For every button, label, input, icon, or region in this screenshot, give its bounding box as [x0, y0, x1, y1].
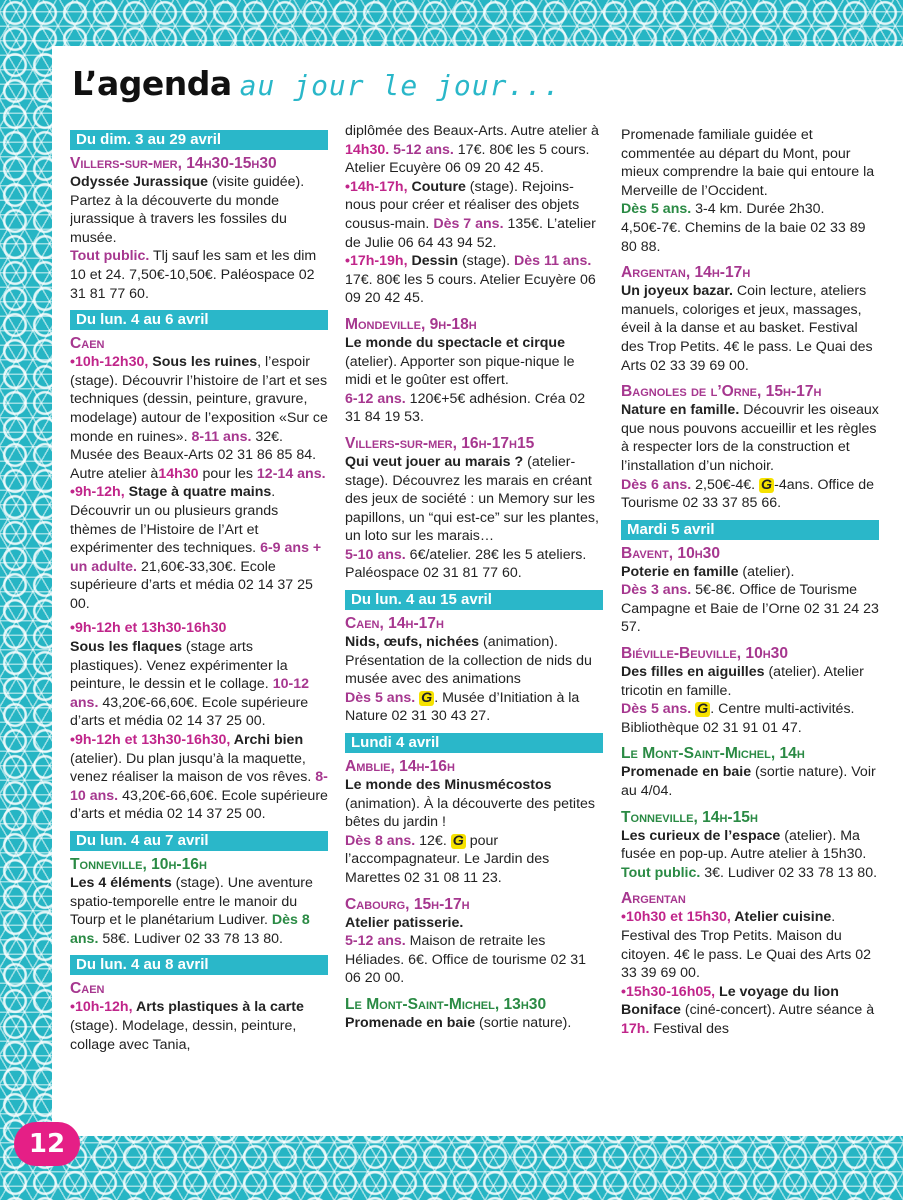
event-age: 6-9 ans + un adulte.: [70, 540, 322, 575]
event-title: Le voyage du lion Boniface: [621, 983, 839, 1019]
event-desc: (animation). À la découverte des petites bêtes du jardin !: [345, 795, 595, 831]
event-entry: [345, 757, 603, 888]
event-location: Tonneville, 10h-16h: [70, 856, 207, 873]
event-text: [345, 776, 603, 888]
event-time: •9h-12h,: [70, 484, 125, 501]
event-time: •9h-12h et 13h30-16h30: [70, 620, 227, 637]
event-title: Promenade en baie: [345, 1014, 476, 1031]
event-age: 5-10 ans.: [345, 546, 406, 563]
event-text: [345, 334, 603, 427]
event-title: Odyssée Jurassique: [70, 174, 209, 190]
event-info: pour les: [198, 465, 257, 482]
event-title: Arts plastiques à la carte: [132, 999, 304, 1016]
event-info: Maison de retraite les Héliades. 6€. Office de tourisme 02 31 06 20 00.: [345, 933, 587, 987]
event-desc: (sortie nature). Voir au 4/04.: [621, 764, 876, 800]
event-text: [70, 353, 328, 483]
event-age: Dès 6 ans.: [621, 476, 692, 493]
event-time: •10h-12h30,: [70, 354, 149, 371]
event-age: Tout public.: [621, 864, 701, 881]
event-info: 3€. Ludiver 02 33 78 13 80.: [700, 864, 878, 881]
event-entry: [345, 895, 603, 988]
event-age: 8-11 ans.: [187, 428, 252, 445]
event-info: 135€. L’atelier de Julie 06 64 43 94 52.: [345, 215, 596, 251]
event-age: Dès 3 ans.: [621, 582, 692, 599]
event-title: Des filles en aiguilles: [621, 664, 765, 681]
date-header: Du dim. 3 au 29 avril: [70, 130, 328, 150]
event-location: Caen, 14h-17h: [345, 615, 444, 633]
event-desc: (atelier). Du plan jusqu’à la maquette, venez réaliser la maison de vos rêves.: [70, 750, 312, 786]
event-text: [621, 126, 879, 256]
event-audience: Tout public.: [70, 248, 150, 265]
event-info: pour l’accompagnateur. Le Jardin des Marettes 02 31 08 11 23.: [345, 832, 550, 886]
event-info: 12€.: [415, 832, 451, 849]
event-desc: . Festival des Trop Petits. Maison du citoyen. 4€ le pass. Le Quai des Arts 02 33 39 69 00.: [621, 909, 872, 982]
event-location: Caen: [70, 980, 105, 998]
event-title: Dessin: [407, 253, 458, 270]
event-info: 32€. Musée des Beaux-Arts 02 31 86 85 84. Autre atelier à: [70, 428, 317, 482]
event-title: Les curieux de l’espace: [621, 827, 781, 844]
event-text: [70, 998, 328, 1054]
event-desc: (stage). Rejoins-nous pour créer et réaliser des objets cousus-main.: [345, 178, 580, 232]
event-desc: Découvrir les oiseaux que nous pouvons accueillir et les règles à respecter lors de la construction et l’installation d’un nichoir.: [621, 402, 879, 474]
event-title: Sous les ruines: [148, 354, 258, 371]
event-desc: diplômée des Beaux-Arts. Autre atelier à: [345, 123, 599, 139]
event-location: Caen: [70, 335, 105, 353]
event-entry: [621, 744, 879, 800]
event-title: Sous les flaques: [70, 639, 182, 656]
event-info: 17€. 80€ les 5 cours. Atelier Ecuyère 06 09 20 42 45.: [345, 271, 596, 307]
event-time: 14h30: [158, 465, 199, 482]
event-location: Tonneville, 14h-15h: [621, 808, 758, 826]
event-time: •15h30-16h05,: [621, 983, 716, 1000]
event-location: Villers-sur-mer, 16h-17h15: [345, 434, 535, 452]
event-age: 5-12 ans.: [389, 141, 454, 158]
date-header: Lundi 4 avril: [345, 733, 603, 753]
event-time: •17h-19h,: [345, 253, 408, 270]
event-location: Cabourg, 15h-17h: [345, 895, 470, 913]
event-desc: , l’espoir (stage). Découvrir l’histoire de l’art et ses techniques (dessin, peinture, gravure, modelage) autour de l’exposition «Sur ce monde en ruines».: [70, 354, 328, 445]
event-text: [70, 619, 328, 731]
event-entry: [621, 544, 879, 637]
event-desc: (animation). Présentation de la collection de nids du musée avec des animations: [345, 634, 592, 688]
event-age: Dès 8 ans.: [70, 912, 310, 947]
event-desc: Promenade familiale guidée et commentée au départ du Mont, pour mieux comprendre la baie qui entoure la Merveille de l’Occident.: [621, 127, 875, 199]
date-header: Du lun. 4 au 8 avril: [70, 955, 328, 975]
page-number-badge: 12: [14, 1122, 80, 1166]
event-text: [345, 914, 603, 988]
event-entry: [621, 263, 879, 375]
event-text: [70, 731, 328, 824]
event-location: Bavent, 10h30: [621, 544, 721, 562]
event-desc: (sortie nature).: [475, 1014, 572, 1031]
event-text: [345, 633, 603, 726]
event-info: 58€. Ludiver 02 33 78 13 80.: [98, 930, 283, 947]
event-time: •9h-12h et 13h30-16h30,: [70, 732, 231, 749]
event-entry: [621, 382, 879, 513]
event-info: 21,60€-33,30€. Ecole supérieure d’arts et média 02 14 37 25 00.: [70, 558, 313, 612]
event-desc: (stage). Une aventure spatio-temporelle entre le manoir du Tourp et le planétarium Ludiver.: [70, 875, 313, 929]
event-time: 17h.: [621, 1020, 650, 1037]
event-entry: [345, 995, 603, 1033]
event-title: Stage à quatre mains: [124, 484, 272, 501]
event-title: Atelier patisserie.: [345, 914, 464, 931]
title-subtitle: au jour le jour...: [239, 69, 562, 102]
event-desc: (atelier). Apporter son pique-nique le midi et le goûter est offert.: [345, 353, 575, 389]
event-title: Nids, œufs, nichées: [345, 634, 480, 651]
event-title: Le monde du spectacle et cirque: [345, 334, 565, 351]
event-info: 3-4 km. Durée 2h30. 4,50€-7€. Chemins de la baie 02 33 89 80 88.: [621, 201, 866, 255]
event-info: -4ans. Office de Tourisme 02 33 37 85 66.: [621, 476, 874, 512]
event-info: 17€. 80€ les 5 cours. Atelier Ecuyère 06 09 20 42 45.: [345, 141, 590, 177]
event-text: [621, 763, 879, 800]
column-2: [345, 122, 603, 1132]
event-entry: [345, 434, 603, 583]
event-age: Dès 8 ans.: [345, 832, 416, 849]
event-age: 6-12 ans.: [345, 390, 406, 407]
event-location: Amblie, 14h-16h: [345, 758, 455, 776]
event-title: Nature en famille.: [621, 402, 740, 419]
event-age: Dès 5 ans.: [345, 689, 416, 706]
event-text: [621, 663, 879, 737]
event-title: Poterie en famille: [621, 563, 739, 580]
event-info: 2,50€-4€.: [691, 476, 760, 493]
event-location: Argentan, 14h-17h: [621, 264, 751, 282]
event-desc: (stage).: [458, 253, 511, 270]
event-text: [621, 563, 879, 637]
event-age: 10-12 ans.: [70, 676, 309, 711]
event-age: Dès 7 ans.: [429, 215, 504, 232]
page-title: [72, 64, 561, 103]
event-text: [621, 908, 879, 982]
free-badge: G: [452, 832, 464, 849]
event-text: [345, 178, 603, 252]
event-time: 14h30.: [345, 141, 390, 158]
event-entry: [70, 334, 328, 824]
event-info: 120€+5€ adhésion. Créa 02 31 84 19 53.: [345, 390, 586, 426]
event-entry: [621, 808, 879, 883]
event-location: Villers-sur-mer, 14h30-15h30: [70, 155, 277, 172]
event-desc: (stage). Modelage, dessin, peinture, collage avec Tania,: [70, 1017, 297, 1053]
event-age: 5-12 ans.: [345, 933, 406, 950]
date-header: Mardi 5 avril: [621, 520, 879, 540]
event-text: [70, 173, 328, 303]
event-desc: (atelier-stage). Découvrez les marais en créant des jeux de société : un Memory sur les papillons, un “qui est-ce” sur les plantes, un loto sur les marais…: [345, 453, 599, 545]
event-desc: Coin lecture, ateliers manuels, coloriges et jeux, massages, éveil à la danse et au basket. Festival des Trop Petits. 4€ le pass. Le Quai des Arts 02 33 39 69 00.: [621, 283, 873, 374]
event-desc: (atelier).: [738, 563, 795, 580]
event-entry: [345, 315, 603, 427]
event-location: Biéville-Beuville, 10h30: [621, 645, 789, 663]
event-info: . Musée d’Initiation à la Nature 02 31 30 43 27.: [345, 689, 580, 725]
event-location: Bagnoles de l’Orne, 15h-17h: [621, 383, 822, 401]
event-entry: [345, 614, 603, 726]
event-desc: (ciné-concert). Autre séance à: [680, 1002, 875, 1019]
free-badge: G: [697, 701, 709, 718]
agenda-page: [52, 46, 903, 1136]
date-header: Du lun. 4 au 6 avril: [70, 310, 328, 330]
event-age: Dès 11 ans.: [510, 253, 592, 270]
column-3: [621, 126, 879, 1136]
event-text: [70, 483, 328, 613]
event-entry: [70, 154, 328, 303]
event-text: [621, 827, 879, 883]
event-location: Mondeville, 9h-18h: [345, 315, 477, 333]
free-badge: G: [761, 476, 773, 493]
event-location: Argentan: [621, 890, 686, 908]
event-info: Tlj sauf les sam et les dim 10 et 24. 7,50€-10,50€. Paléospace 02 31 81 77 60.: [70, 248, 317, 302]
date-header: Du lun. 4 au 15 avril: [345, 590, 603, 610]
event-info: 43,20€-66,60€. Ecole supérieure d’arts et média 02 14 37 25 00.: [70, 787, 328, 823]
event-text: [345, 252, 603, 308]
event-title: Le monde des Minusmécostos: [345, 777, 552, 794]
event-desc: (visite guidée). Partez à la découverte du monde jurassique à travers les fossiles du musée.: [70, 174, 305, 246]
event-entry: [621, 126, 879, 256]
event-desc: (atelier). Atelier tricotin en famille.: [621, 664, 864, 699]
event-location: Le Mont-Saint-Michel, 14h: [621, 745, 805, 763]
event-title: Promenade en baie: [621, 764, 752, 781]
event-info: 6€/atelier. 28€ les 5 ateliers. Paléospace 02 31 81 77 60.: [345, 546, 587, 582]
event-title: Les 4 éléments: [70, 875, 172, 891]
column-1: [70, 126, 328, 1136]
title-main: L’agenda: [72, 64, 232, 103]
event-text: [345, 122, 603, 178]
event-text: [345, 453, 603, 583]
event-title: Qui veut jouer au marais ?: [345, 453, 524, 470]
event-info: Festival des: [649, 1020, 730, 1037]
event-desc: (stage arts plastiques). Venez expérimenter la peinture, le dessin et le collage.: [70, 639, 288, 693]
event-entry: [345, 122, 603, 308]
event-time: •14h-17h,: [345, 178, 408, 195]
free-badge: G: [421, 689, 433, 706]
event-time: •10h30 et 15h30,: [621, 909, 731, 926]
event-text: [621, 282, 879, 375]
event-text: [345, 1014, 603, 1033]
event-age: 12-14 ans.: [256, 465, 326, 482]
event-info: 43,20€-66,60€. Ecole supérieure d’arts et média 02 14 37 25 00.: [70, 694, 309, 730]
event-title: Atelier cuisine: [730, 909, 832, 926]
event-title: Archi bien: [230, 732, 304, 749]
event-text: [621, 401, 879, 513]
event-entry: [621, 644, 879, 737]
event-title: Un joyeux bazar.: [621, 283, 733, 300]
date-header: Du lun. 4 au 7 avril: [70, 831, 328, 851]
event-entry: [70, 979, 328, 1054]
event-desc: . Découvrir un ou plusieurs grands thèmes de l’Histoire de l’Art et expérimenter des techniques.: [70, 484, 279, 557]
event-age: 8-10 ans.: [70, 769, 328, 804]
event-text: [70, 874, 328, 948]
event-info: . Centre multi-activités. Bibliothèque 02 31 91 01 47.: [621, 701, 855, 736]
event-entry: [70, 855, 328, 948]
event-desc: (atelier). Ma fusée en pop-up. Autre atelier à 15h30.: [621, 827, 867, 863]
event-location: Le Mont-Saint-Michel, 13h30: [345, 995, 547, 1013]
event-time: •10h-12h,: [70, 999, 133, 1016]
event-info: 5€-8€. Office de Tourisme Campagne et Baie de l’Orne 02 31 24 23 57.: [621, 582, 879, 636]
event-title: Couture: [407, 178, 466, 195]
event-age: Dès 5 ans.: [621, 201, 692, 218]
event-age: Dès 5 ans.: [621, 701, 692, 718]
event-entry: [621, 889, 879, 1038]
event-text: [621, 983, 879, 1039]
